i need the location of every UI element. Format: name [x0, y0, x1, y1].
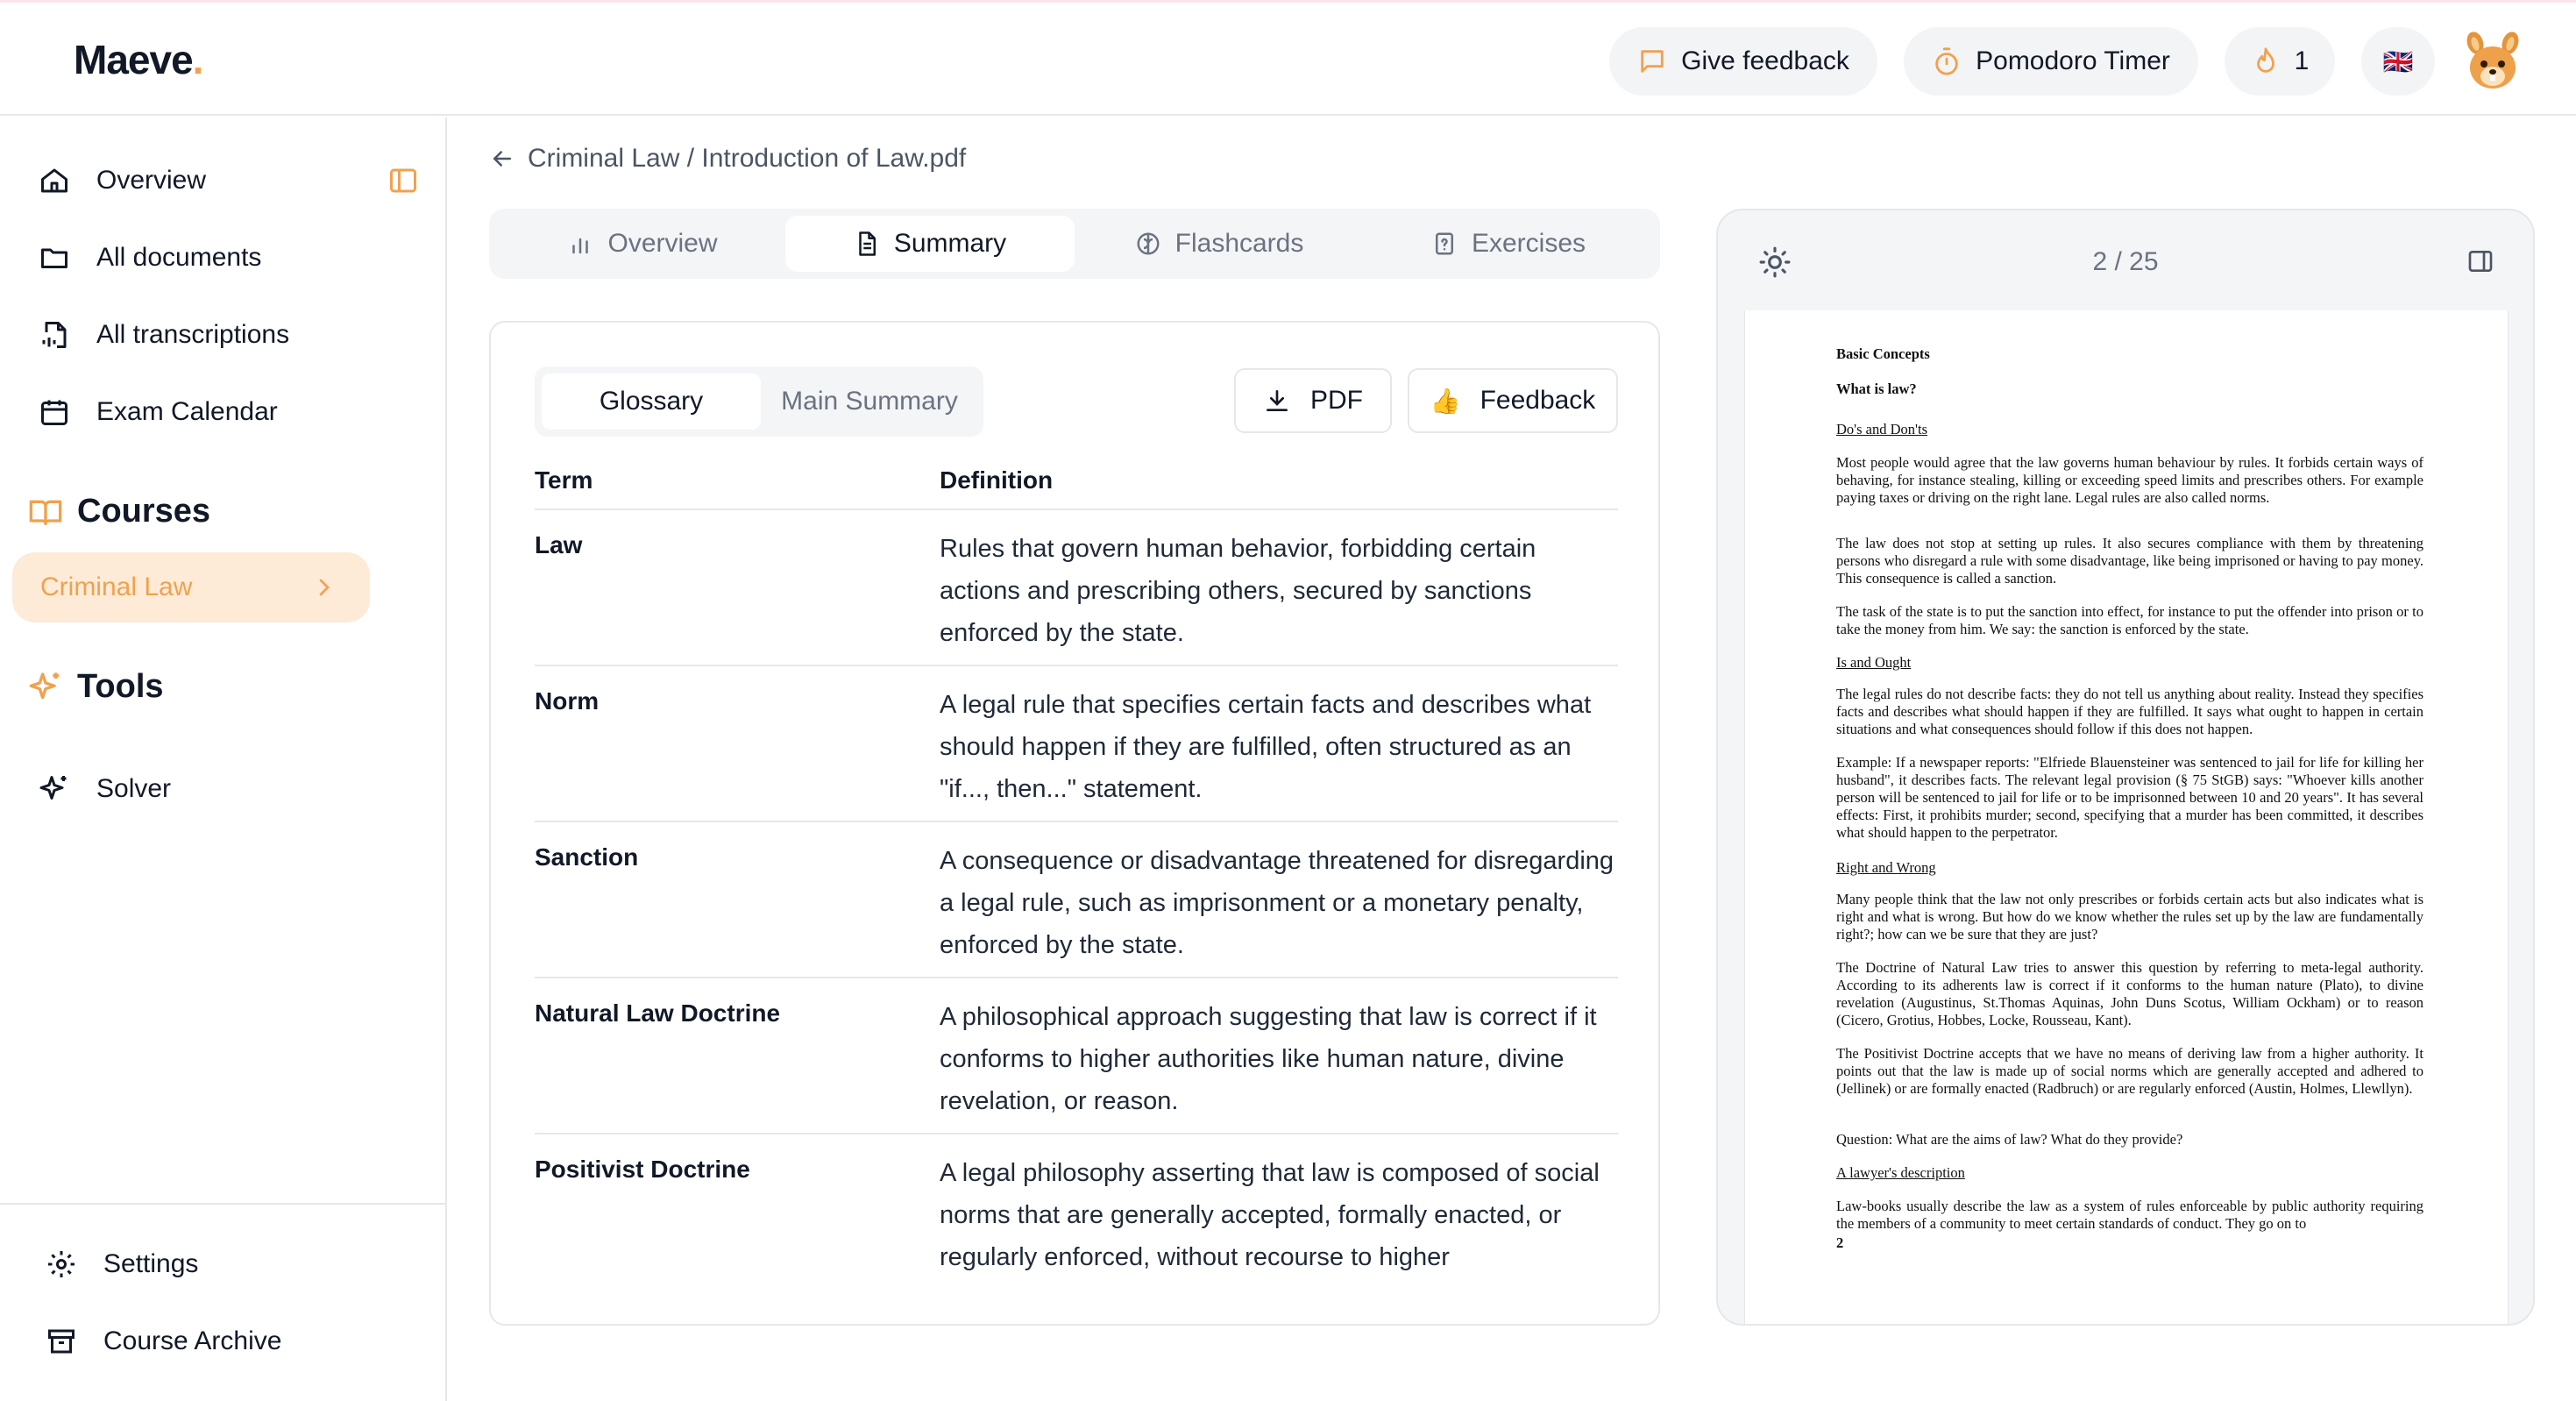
- logo[interactable]: Maeve.: [74, 37, 203, 82]
- brain-icon: [1135, 231, 1161, 257]
- tab-flashcards[interactable]: Flashcards: [1075, 216, 1364, 272]
- tools-section-title: Tools: [28, 668, 164, 706]
- doc-paragraph: The law does not stop at setting up rules. It also secures compliance with them by threatening persons who disregard a rule with some disadvantage, like being imprisoned or having to pay money. This consequence is called a sanction.: [1836, 535, 2423, 587]
- doc-paragraph: The task of the state is to put the sanction into effect, for instance to put the offender into prison or to take the money from him. We say: the sanction is enforced by the state.: [1836, 603, 2423, 637]
- tab-summary[interactable]: Summary: [785, 216, 1075, 272]
- summary-card: [489, 321, 1660, 1326]
- subtab-main-summary[interactable]: Main Summary: [781, 387, 958, 416]
- sidebar-item-settings[interactable]: Settings: [46, 1238, 198, 1291]
- courses-section-title: Courses: [28, 493, 210, 530]
- doc-paragraph: Many people think that the law not only prescribes or forbids certain acts but also indicates what is right and what is wrong. But how do we know whether the rules set up by the law are fundamentally right?; how can we be sure that they are just?: [1836, 891, 2423, 942]
- sparkles-icon: [39, 773, 70, 805]
- uk-flag-icon: 🇬🇧: [2382, 47, 2414, 75]
- doc-page-number: 2: [1836, 1234, 1844, 1251]
- summary-subtabs: [535, 366, 983, 437]
- sidebar-divider: [0, 1203, 445, 1205]
- doc-question: Question: What are the aims of law? What do they provide?: [1836, 1131, 2183, 1148]
- sidebar-item-all-transcriptions[interactable]: All transcriptions: [39, 309, 289, 361]
- open-book-icon: [28, 494, 63, 530]
- table-row: [535, 978, 1618, 1134]
- avatar[interactable]: [2461, 31, 2524, 94]
- pdf-page: [1744, 310, 2509, 1326]
- sparkles-icon: [28, 670, 63, 705]
- doc-paragraph: The Doctrine of Natural Law tries to answer this question by referring to meta-legal authority. According to its adherents law is correct if it conforms to the human nature (Plato), to divine revelation (Augustinus, St.Thomas Aquinas, John Duns Scotus, William Ockham) or to reason (Cicero, Grotius, Hobbes, Locke, Rousseau, Kant).: [1836, 959, 2423, 1028]
- gear-icon: [46, 1248, 77, 1280]
- panel-toggle-icon[interactable]: [2466, 247, 2494, 275]
- audio-file-icon: [39, 319, 70, 351]
- bar-chart-icon: [567, 231, 593, 257]
- timer-icon: [1932, 46, 1962, 76]
- glossary-definition: Rules that govern human behavior, forbidding certain actions and prescribing others, secured by sanctions enforced by the state.: [940, 535, 1536, 647]
- breadcrumb[interactable]: Criminal Law / Introduction of Law.pdf: [489, 144, 966, 174]
- glossary-definition: A legal rule that specifies certain facts and describes what should happen if they are fulfilled, often structured as an "if..., then..." statement.: [940, 691, 1592, 803]
- glossary-table-header: [535, 456, 1618, 510]
- sidebar-item-course-archive[interactable]: Course Archive: [46, 1315, 281, 1368]
- sidebar-item-all-documents[interactable]: All documents: [39, 231, 261, 284]
- sidebar: [0, 117, 447, 1401]
- doc-section-title: Right and Wrong: [1836, 859, 1936, 876]
- tab-overview[interactable]: Overview: [498, 216, 787, 272]
- language-button[interactable]: [2361, 27, 2435, 96]
- doc-section-title: Do's and Don'ts: [1836, 421, 1928, 437]
- arrow-left-icon: [489, 146, 515, 172]
- download-icon: [1263, 387, 1291, 415]
- calendar-icon: [39, 396, 70, 428]
- glossary-term: Norm: [535, 687, 600, 715]
- thumbs-up-icon: 👍: [1430, 387, 1461, 415]
- subtab-glossary[interactable]: Glossary: [542, 373, 761, 430]
- flame-icon: [2251, 46, 2281, 76]
- table-row: [535, 666, 1618, 822]
- home-icon: [39, 165, 70, 196]
- viewer-toolbar: [1718, 210, 2533, 309]
- glossary-definition: A consequence or disadvantage threatened for disregarding a legal rule, such as imprisonment or a monetary penalty, enforced by the state.: [940, 847, 1614, 959]
- summary-feedback-button[interactable]: 👍 Feedback: [1408, 368, 1618, 433]
- pdf-viewer: [1716, 209, 2535, 1326]
- glossary-term: Positivist Doctrine: [535, 1156, 750, 1183]
- doc-section-title: A lawyer's description: [1836, 1164, 1965, 1181]
- page-indicator: 2 / 25: [2092, 247, 2159, 276]
- question-file-icon: [1431, 231, 1458, 257]
- glossary-term: Natural Law Doctrine: [535, 999, 781, 1027]
- doc-subheading: What is law?: [1836, 380, 1917, 397]
- streak-button[interactable]: 1: [2225, 27, 2335, 96]
- table-row: [535, 822, 1618, 978]
- document-text-icon: [854, 231, 880, 257]
- doc-paragraph: The Positivist Doctrine accepts that we have no means of deriving law from a higher authority. It points out that the law is made up of social norms which are generally accepted and adhered to (Jellinek) or are formally enacted (Radbruch) or are regularly enforced (Austin, Holmes, Llewllyn).: [1836, 1045, 2423, 1097]
- course-item-criminal-law[interactable]: Criminal Law: [12, 552, 370, 622]
- sidebar-collapse-icon[interactable]: [387, 165, 419, 196]
- give-feedback-button[interactable]: Give feedback: [1609, 27, 1877, 96]
- archive-icon: [46, 1326, 77, 1357]
- folder-icon: [39, 242, 70, 274]
- column-header-definition: Definition: [940, 466, 1054, 494]
- glossary-definition: A legal philosophy asserting that law is composed of social norms that are generally accepted, formally enacted, or regularly enforced, without recourse to higher: [940, 1159, 1600, 1271]
- doc-heading: Basic Concepts: [1836, 345, 1930, 362]
- table-row: [535, 1134, 1618, 1326]
- sidebar-item-exam-calendar[interactable]: Exam Calendar: [39, 386, 278, 438]
- doc-paragraph: The legal rules do not describe facts: they do not tell us anything about reality. Instead they specifies facts and describes what should happen if they are fulfilled. It says what ought to happen in certain situations and what consequences should follow if this does not happen.: [1836, 686, 2423, 737]
- message-square-icon: [1637, 46, 1667, 76]
- doc-section-title: Is and Ought: [1836, 654, 1912, 671]
- sidebar-item-overview[interactable]: Overview: [39, 154, 206, 207]
- app-header: [0, 3, 2576, 116]
- table-row: [535, 510, 1618, 666]
- column-header-term: Term: [535, 466, 593, 494]
- chevron-right-icon: [310, 573, 338, 601]
- glossary-term: Sanction: [535, 843, 639, 871]
- download-pdf-button[interactable]: PDF: [1234, 368, 1392, 433]
- glossary-term: Law: [535, 531, 583, 558]
- document-tabs: [489, 209, 1660, 279]
- doc-paragraph: Law-books usually describe the law as a system of rules enforceable by public authority requiring the members of a community to meet certain standards of conduct. They go on to: [1836, 1198, 2423, 1232]
- doc-paragraph: Example: If a newspaper reports: "Elfriede Blauensteiner was sentenced to jail for life for killing her husband", it describes facts. The relevant legal provision (§ 75 StGB) says: "Whoever kills another person will be sentenced to jail for life or to be imprisonned between 10 and 20 years". It has several effects: First, it prohibits murder; second, specifying that a murder has been committed, it describes what should happen to the perpetrator.: [1836, 754, 2423, 841]
- doc-paragraph: Most people would agree that the law governs human behaviour by rules. It forbids certain ways of behaving, for instance stealing, killing or exceeding speed limits and prescribes others. For example paying taxes or driving on the right lane. Legal rules are also called norms.: [1836, 454, 2423, 506]
- sidebar-item-solver[interactable]: Solver: [39, 763, 171, 815]
- glossary-definition: A philosophical approach suggesting that law is correct if it conforms to higher authorities like human nature, divine revelation, or reason.: [940, 1003, 1597, 1115]
- tab-exercises[interactable]: Exercises: [1364, 216, 1653, 272]
- pomodoro-timer-button[interactable]: Pomodoro Timer: [1904, 27, 2198, 96]
